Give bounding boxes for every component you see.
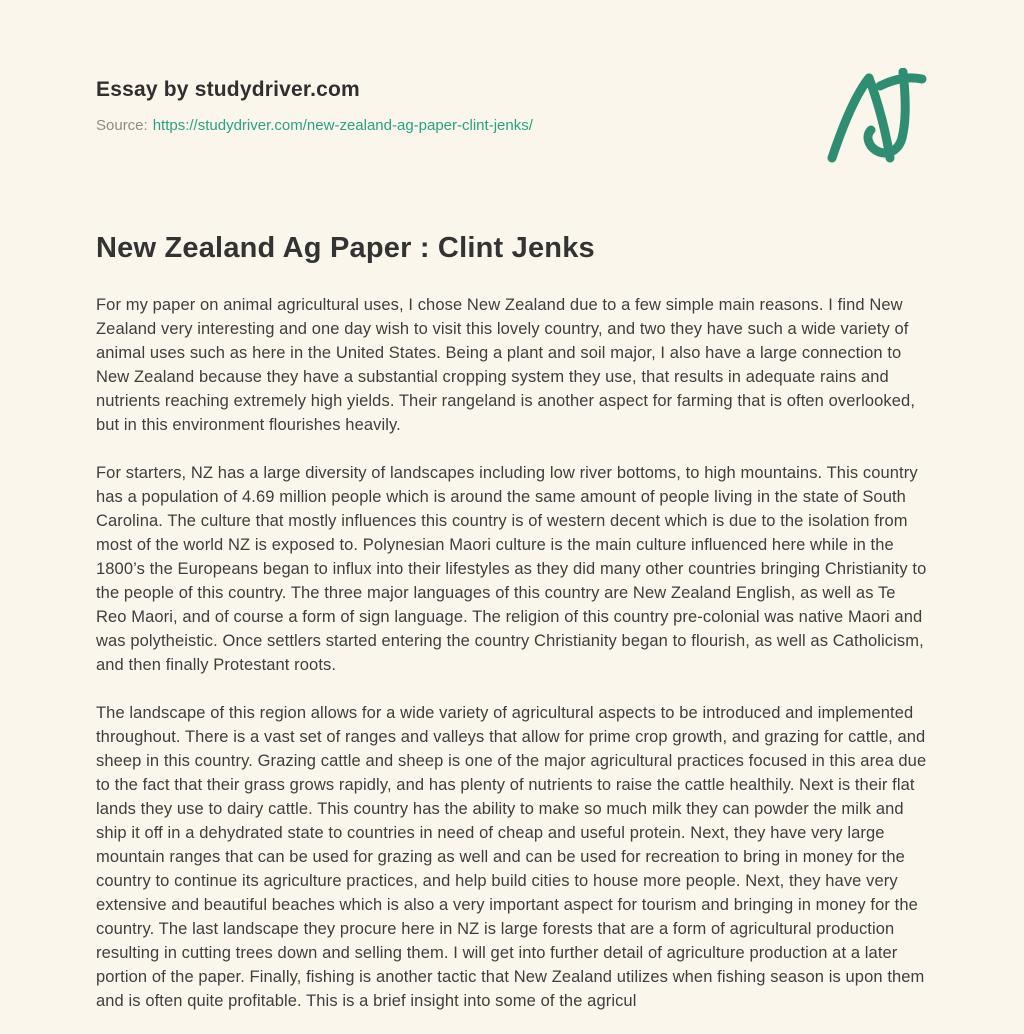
source-line <box>96 117 928 134</box>
essay-paragraph-3: The landscape of this region allows for a wide variety of agricultural aspects to be introduced and implemented throughout. There is a vast set of ranges and valleys that allow for prime crop growth, and grazing for cattle, and sheep in this country. Grazing cattle and sheep is one of the major agricultural practices focused in this area due to the fact that their grass grows rapidly, and has plenty of nutrients to raise the cattle healthily. Next is their flat lands they use to dairy cattle. This country has the ability to make so much milk they can powder the milk and ship it off in a dehydrated state to countries in need of cheap and useful protein. Next, they have very large mountain ranges that can be used for grazing as well and can be used for recreation to bring in money for the country to continue its agriculture practices, and help build cities to house more people. Next, they have very extensive and beautiful beaches which is also a very important aspect for tourism and bringing in money for the country. The last landscape they procure here in NZ is large forests that are a form of agricultural production resulting in cutting trees down and selling them. I will get into further detail of agriculture production at a later portion of the paper. Finally, fishing is another tactic that New Zealand utilizes when fishing season is upon them and is often quite profitable. This is a brief insight into some of the agricul <box>96 704 927 1010</box>
source-link[interactable]: https://studydriver.com/new-zealand-ag-paper-clint-jenks/ <box>152 117 533 134</box>
essay-title: New Zealand Ag Paper : Clint Jenks <box>96 232 595 264</box>
essay-paragraph-2: For starters, NZ has a large diversity of landscapes including low river bottoms, to high mountains. This country has a population of 4.69 million people which is around the same amount of people living in the state of South Carolina. The culture that mostly influences this country is of western decent which is due to the isolation from most of the world NZ is exposed to. Polynesian Maori culture is the main culture influenced here while in the 1800’s the Europeans began to influx into their lifestyles as they did many other countries bringing Christianity to the people of this country. The three major languages of this country are New Zealand English, as well as Te Reo Maori, and of course a form of sign language. The religion of this country pre-colonial was native Maori and was polytheistic. Once settlers started entering the country Christianity began to flourish, as well as Catholicism, and then finally Protestant roots. <box>96 464 927 674</box>
essay-paragraph-1: For my paper on animal agricultural uses, I chose New Zealand due to a few simple main reasons. I find New Zealand very interesting and one day wish to visit this lovely country, and two they have such a wide variety of animal uses such as here in the United States. Being a plant and soil major, I also have a large connection to New Zealand because they have a substantial cropping system they use, that results in adequate rains and nutrients reaching extremely high yields. Their rangeland is another aspect for farming that is often overlooked, but in this environment flourishes heavily. <box>96 296 916 434</box>
essay-content <box>96 0 928 1013</box>
studydriver-logo <box>824 68 930 166</box>
essay-body <box>96 293 928 1013</box>
site-byline: Essay by studydriver.com <box>96 78 360 101</box>
a-plus-j-monogram-icon <box>824 153 930 170</box>
source-label: Source: <box>96 117 148 134</box>
